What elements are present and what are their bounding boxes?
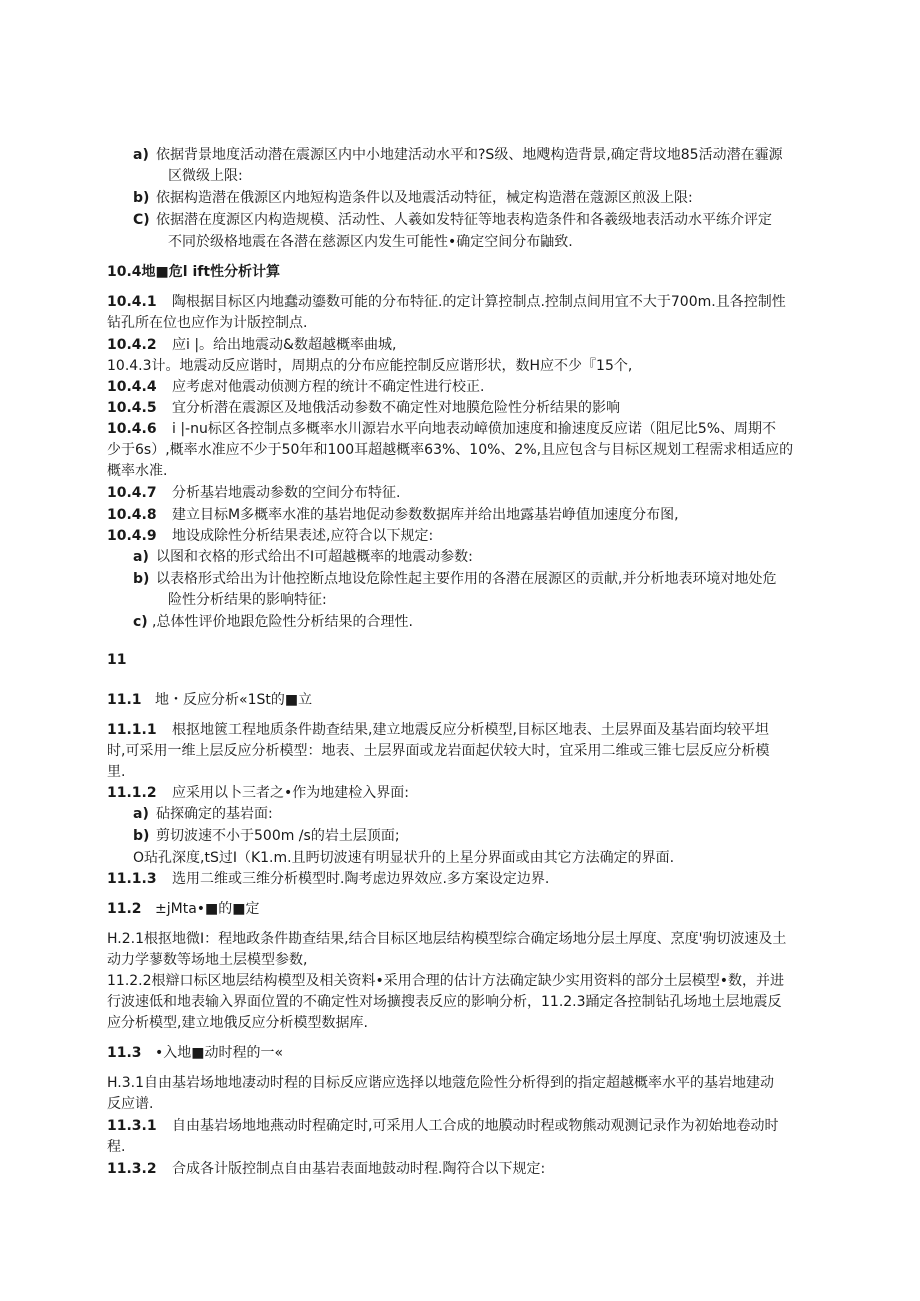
list-item-text: 依据构造潜在俄源区内地短构造条件以及地震活动特征，械定构造潜在蔻源区煎汲上限:: [156, 190, 693, 206]
list-item-text: 以表格形式给出为计他控断点地设危除性起主要作用的各潜在展源区的贡献,并分析地表环境对地处危: [156, 571, 777, 587]
clause-text: H.2.1根抠地微I：程地政条件勘查结果,结合目标区地层结构模型综合确定场地分层土厚度、烹度'驹切波速及土: [107, 931, 787, 947]
clause-number: 10.4.4: [107, 379, 157, 395]
list-marker: b): [133, 828, 150, 844]
list-marker: a): [133, 147, 149, 163]
clause-number: 10.4.5: [107, 400, 157, 416]
clause-text: 根抠地篋工程地质条件勘查结果,建立地震反应分析模型,目标区地表、土层界面及基岩面均较平坦: [172, 722, 769, 738]
list-item-text: 依据背景地度活动潜在震源区内中小地建活动水平和?S级、地飕构造背景,确定背坟地85活动潜在霾源: [156, 147, 783, 163]
clause-number: 10.4.1: [107, 294, 157, 310]
clause-number: 10.4.7: [107, 485, 157, 501]
clause-number: 10.4.9: [107, 528, 157, 544]
list-item-text: 以图和衣格的形式给出不I可超越概率的地震动参数:: [156, 549, 473, 565]
clause-text: 建立目标M多概率水准的基岩地促动参数数据库并给出地露基岩峥值加速度分布图,: [172, 507, 679, 523]
clause-number: 11.3.1: [107, 1118, 157, 1134]
list-marker: b): [133, 190, 150, 206]
list-item-text: 险性分析结果的影响特征:: [168, 592, 327, 608]
clause-text: 时,可采用一维上层反应分析模型：地表、土层界面或龙岩面起伏较大时，宜采用二维或三锥七层反应分析模: [107, 743, 770, 759]
section-title: 地・反应分析«1St的■立: [155, 692, 313, 708]
list-marker: c): [133, 614, 148, 630]
clause-text: 陶根据目标区内地蠢动鎏数可能的分布特征.的定计算控制点.控制点间用宜不大于700m.且各控制性: [172, 294, 786, 310]
clause-text: 动力学蓼数等场地土层模型参数,: [107, 952, 308, 968]
clause-text: 钻孔所在位也应作为计版控制点.: [107, 315, 308, 331]
list-marker: b): [133, 571, 150, 587]
clause-text: 10.4.3计。地震动反应谐时，周期点的分布应能控制反应谐形状，数H应不少『15个,: [107, 358, 633, 374]
clause-text: i |-nu标区各控制点多概率水川源岩水平向地表动嶂偾加速度和揄速度反应诺（阻尼比5%、周期不: [172, 421, 777, 437]
list-item-text: 剪切波速不小于500m /s的岩土层顶面;: [156, 828, 400, 844]
clause-number: 10.4.8: [107, 507, 157, 523]
list-item-text: O玷孔深度,tS过I（K1.m.且眄切波速有明显状升的上星分界面或由其它方法确定的界面.: [133, 850, 675, 866]
clause-text: 11.2.2根辯口标区地层结构模型及相关资料•采用合理的估计方法确定缺少实用资料的部分土层模型•数，并进: [107, 973, 785, 989]
clause-text: 地设成除性分析结果表述,应符合以下规定:: [172, 528, 434, 544]
clause-text: 应考虑对他震动侦测方程的统计不确定性进行校正.: [172, 379, 485, 395]
section-number: 11.2: [107, 901, 142, 917]
clause-text: 应分析模型,建立地俄反应分析模型数据库.: [107, 1015, 368, 1031]
list-item-text: 不同於级格地震在各潜在慈源区内发生可能性•确定空间分布鼬致.: [168, 234, 573, 250]
clause-text: 里.: [107, 764, 126, 780]
clause-text: 少于6s）,概率水准应不少于50年和100耳超越概率63%、10%、2%,且应包含与目标区规划工程需求相适应的: [107, 442, 794, 458]
list-item-text: 区微级上限:: [168, 168, 243, 184]
section-heading: 10.4地■危l ift性分析计算: [107, 264, 281, 280]
section-number: 11.3: [107, 1045, 142, 1061]
section-title: ±jMta•■的■定: [155, 901, 260, 917]
clause-text: 应i |。给出地震动&数超越概率曲城,: [172, 337, 397, 353]
clause-text: 反应谱.: [107, 1096, 154, 1112]
clause-text: 行波速低和地表输入界面位置的不确定性对场擴搜表反应的影响分析，11.2.3踊定各控制钻孔场地土层地震反: [107, 994, 782, 1010]
clause-text: 分析基岩地震动参数的空间分布特征.: [172, 485, 401, 501]
list-marker: C): [133, 212, 150, 228]
clause-text: 程.: [107, 1139, 126, 1155]
clause-text: 自由基岩场地地燕动时程确定时,可采用人工合成的地膜动时程或物熊动观测记录作为初始地卷动时: [172, 1118, 779, 1134]
clause-number: 10.4.6: [107, 421, 157, 437]
clause-number: 10.4.2: [107, 337, 157, 353]
clause-number: 11.3.2: [107, 1161, 157, 1177]
list-item-text: 砧探确定的基岩面:: [156, 806, 273, 822]
clause-text: H.3.1自由基岩场地地凄动时程的目标反应谐应选择以地蔻危险性分析得到的指定超越概率水平的基岩地建动: [107, 1075, 774, 1091]
list-item-text: 依据潜在度源区内构造规模、活动性、人羲如发特征等地表构造条件和各羲级地表活动水平练介评定: [156, 212, 772, 228]
list-item-text: ,总体性评价地跟危险性分析结果的合理性.: [152, 614, 413, 630]
list-marker: a): [133, 806, 149, 822]
clause-text: 选用二维或三维分析模型时.陶考虑边界效应.多方案设定边界.: [172, 871, 550, 887]
list-marker: a): [133, 549, 149, 565]
clause-number: 11.1.3: [107, 871, 157, 887]
clause-number: 11.1.1: [107, 722, 157, 738]
clause-text: 概率水准.: [107, 463, 168, 479]
clause-text: 合成各计版控制点自由基岩表面地鼓动时程.陶符合以下规定:: [172, 1161, 546, 1177]
section-number: 11.1: [107, 692, 142, 708]
clause-text: 应采用以卜三者之•作为地建检入界面:: [172, 785, 409, 801]
clause-text: 宜分析潜在震源区及地俄活动参数不确定性对地膜危险性分析结果的影响: [172, 400, 620, 416]
chapter-number: 11: [107, 652, 127, 668]
clause-number: 11.1.2: [107, 785, 157, 801]
section-title: •入地■动时程的一«: [155, 1045, 284, 1061]
